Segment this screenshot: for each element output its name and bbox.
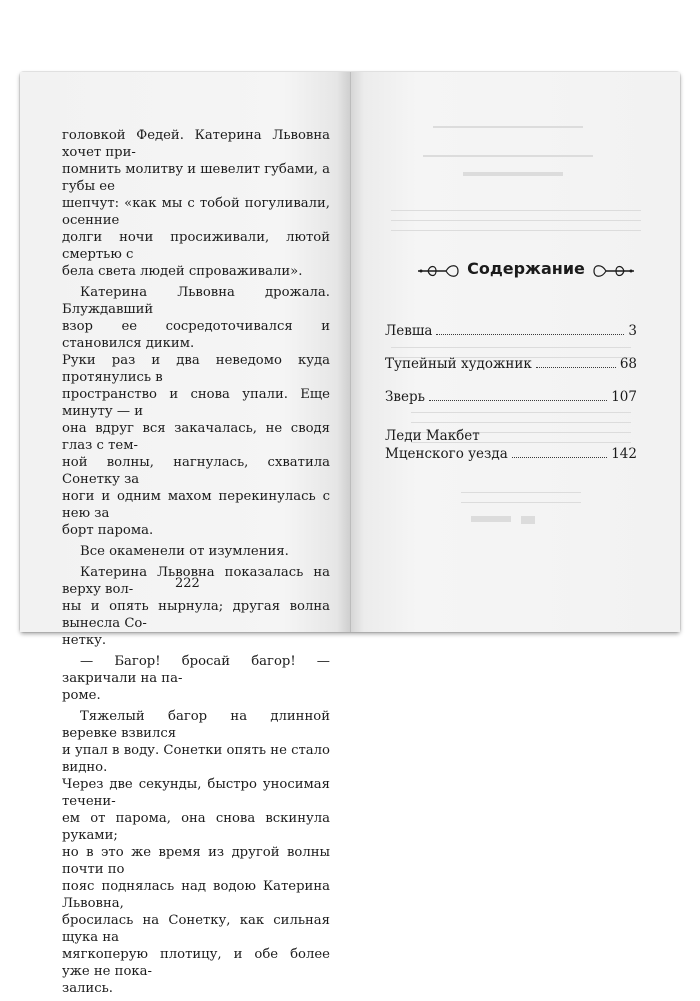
bleed-through-mark bbox=[433, 126, 583, 128]
open-book bbox=[20, 72, 680, 996]
bleed-through-mark bbox=[461, 502, 581, 503]
left-page bbox=[20, 72, 351, 996]
toc-title-line2: Мценского уезда bbox=[385, 446, 508, 462]
toc-page-number: 142 bbox=[611, 446, 637, 462]
paragraph-5: — Багор! бросай багор! — закричали на па- роме. bbox=[62, 654, 330, 703]
toc-leader-dots bbox=[536, 366, 616, 368]
right-page bbox=[351, 72, 680, 632]
toc-title: Зверь bbox=[385, 389, 425, 405]
toc-leader-dots bbox=[512, 456, 607, 458]
paragraph-3: Все окаменели от изумления. bbox=[80, 544, 289, 559]
toc-title: Левша bbox=[385, 323, 433, 339]
toc-leader-dots bbox=[429, 399, 607, 401]
left-ornament-icon bbox=[416, 260, 460, 282]
contents-header bbox=[416, 257, 636, 287]
bleed-through-mark bbox=[411, 422, 631, 423]
bleed-through-mark bbox=[423, 155, 593, 157]
bleed-through-mark bbox=[391, 210, 641, 211]
bleed-through-mark bbox=[391, 220, 641, 221]
page-number: 222 bbox=[175, 576, 200, 591]
toc-page-number: 3 bbox=[628, 323, 637, 339]
toc-entry-tupeyny bbox=[385, 355, 637, 373]
toc-page-number: 68 bbox=[619, 356, 637, 372]
left-page-text bbox=[62, 127, 330, 1001]
contents-title: Содержание bbox=[467, 259, 585, 278]
toc-page-number: 107 bbox=[611, 389, 637, 405]
paragraph-2: Катерина Львовна дрожала. Блуждавший взор ее сосредоточивался и становился диким. Руки раз и два неведомо куда протянулись в пространство и снова упали. Еще минуту — и она вдруг вся закачалась, не сводя глаз с тем- ной волны, нагнулась, схватила Сонетку за ноги и одним махом перекинулась с нею за борт парома. bbox=[62, 285, 330, 538]
toc-entry-ledi-makbet bbox=[385, 427, 637, 463]
bleed-through-mark bbox=[463, 172, 563, 176]
paragraph-1: головкой Федей. Катерина Львовна хочет при- помнить молитву и шевелит губами, а губы ее шепчут: «как мы с тобой погуливали, осенние долги ночи просиживали, лютой смертью с бела света людей спроваживали». bbox=[62, 128, 330, 279]
bleed-through-mark bbox=[411, 412, 631, 413]
toc-entry-zver bbox=[385, 388, 637, 406]
bleed-through-mark bbox=[461, 492, 581, 493]
right-ornament-icon bbox=[592, 260, 636, 282]
toc-title: Тупейный художник bbox=[385, 356, 532, 372]
bleed-through-mark bbox=[391, 347, 631, 348]
bleed-through-mark bbox=[471, 516, 511, 522]
bleed-through-mark bbox=[391, 230, 641, 231]
paragraph-4: Катерина Львовна показалась на верху вол- ны и опять нырнула; другая волна вынесла Со- нетку. bbox=[62, 565, 330, 648]
bleed-through-mark bbox=[521, 516, 535, 524]
paragraph-6: Тяжелый багор на длинной веревке взвился и упал в воду. Сонетки опять не стало видно. Через две секунды, быстро уносимая течени- ем от парома, она снова вскинула руками; но в это же время из другой волны почти по пояс поднялась над водою Катерина Львовна, бросилась на Сонетку, как сильная щука на мягкоперую плотицу, и обе более уже не пока- зались. bbox=[62, 709, 330, 996]
toc-leader-dots bbox=[436, 333, 624, 335]
toc-title-line1: Леди Макбет bbox=[385, 428, 480, 444]
toc-entry-levsha bbox=[385, 322, 637, 340]
